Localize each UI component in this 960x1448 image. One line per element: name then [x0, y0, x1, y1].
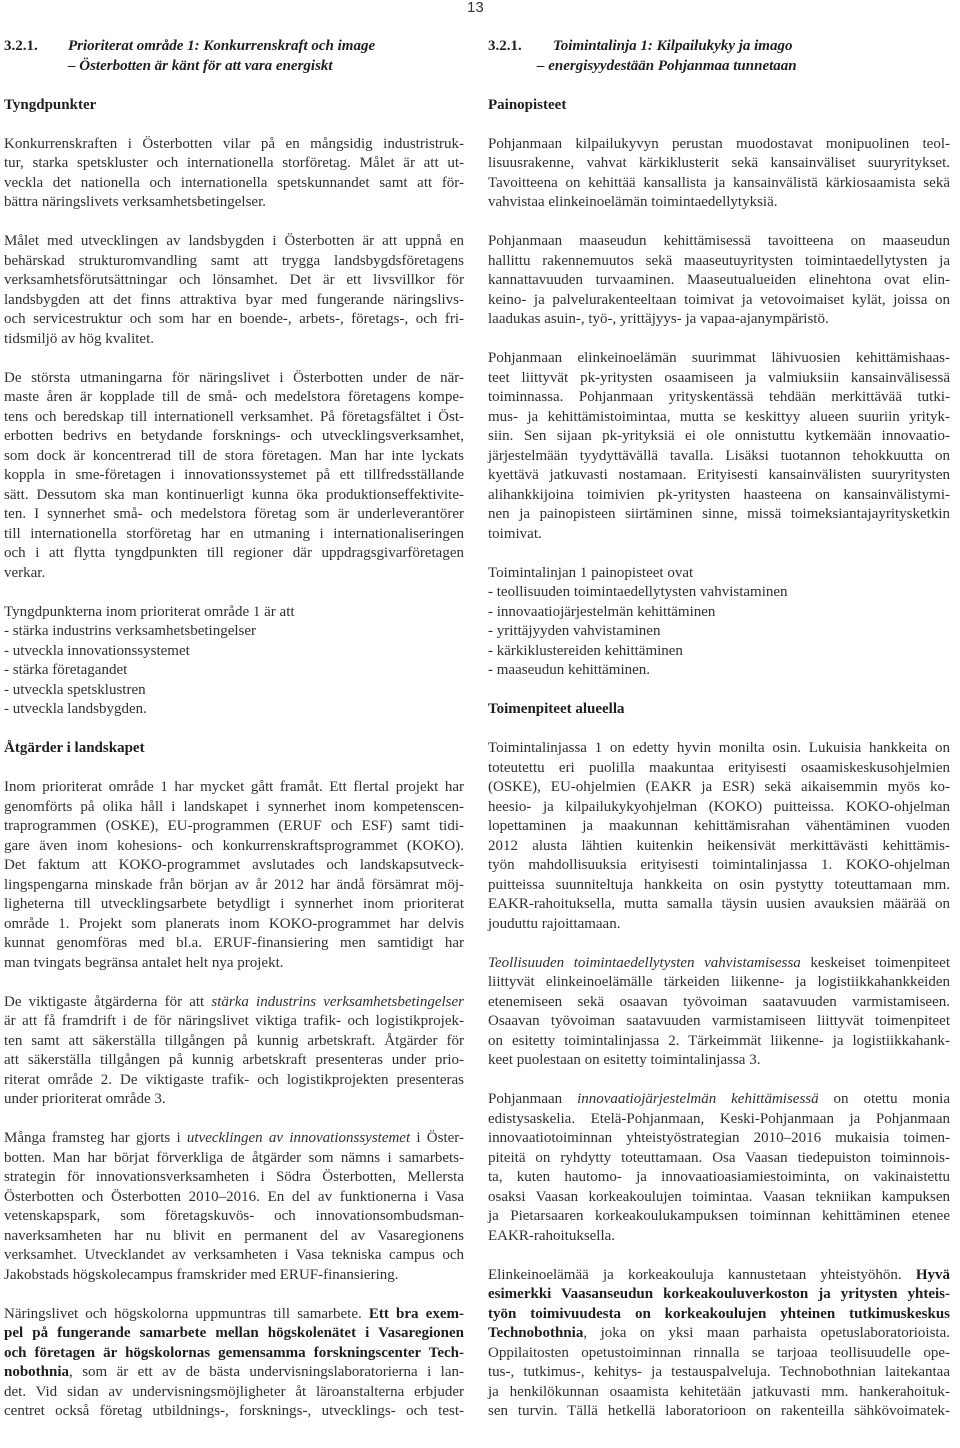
section-number: 3.2.1.	[4, 38, 38, 54]
text-line: jouduttu rajoittamaan.	[488, 915, 621, 932]
text-line: vahvistaa elinkeinoelämän toimintaedellytyksiä.	[488, 194, 778, 210]
text-line: toiminnassa. Pohjanmaan yrityskentässä tehdään merkittävää tutki-	[488, 389, 950, 405]
text-line: työn mahdollisuuksia erityisesti toimintalinjassa 1. KOKO-ohjelman	[488, 857, 950, 873]
text-line: - utveckla innovationssystemet	[4, 642, 190, 659]
section-title: Prioriterat område 1: Konkurrenskraft och image	[68, 38, 376, 54]
section-heading-line	[488, 37, 950, 57]
text-line: veckla det nationella och internationella spetskunnandet samt att för-	[4, 174, 464, 191]
page-number: 13	[467, 0, 484, 16]
left-body	[4, 96, 464, 1422]
text-line: alihankkijoina toimivien pk-yritysten haasteena on kansainvälistymi-	[488, 486, 950, 503]
text-line: - teollisuuden toimintaedellytysten vahvistaminen	[488, 584, 788, 600]
text-line: landsbygden att det finns attraktiva byar med fungerande näringslivs-	[4, 291, 464, 308]
text-run: , joka on yksi maan parhaista opetuslaboratorioista.	[583, 1325, 950, 1341]
text-run: Elinkeinoelämää ja korkeakouluja kannustetaan yhteistyöhön.	[488, 1266, 916, 1283]
section-subheading: Toimenpiteet alueella	[488, 701, 625, 717]
text-line: Toimintalinjassa 1 on edetty hyvin monilta osin. Lukuisia hankkeita on	[488, 740, 950, 756]
text-line: sätt. Dessutom ska man kontinuerligt kunna öka produktionseffektivite-	[4, 486, 464, 503]
text-line: - stärka industrins verksamhetsbetingelser	[4, 623, 257, 639]
italic-text: stärka industrins verksamhetsbetingelser	[211, 993, 464, 1010]
text-line	[4, 1324, 464, 1344]
text-line	[488, 1305, 950, 1325]
text-line: sen turvin. Tällä hetkellä laboratorioon on rakenteilla sähkövoimatek-	[488, 1403, 950, 1419]
text-line: puitteissa suunniteltuja hankkeita on osin pystytty toteuttamaan mm.	[488, 876, 950, 893]
text-line: on esitetty toimintalinjassa 2. Tärkeimmät liikenne- ja logistiikkahank-	[488, 1032, 950, 1049]
text-line: tens och beredskap till internationell verksamhet. På företagsfältet i Öst-	[4, 408, 464, 425]
text-line: - utveckla landsbygden.	[4, 701, 147, 717]
text-run: , som är ett av de bästa undervisningslaboratorierna i lan-	[69, 1364, 464, 1380]
text-line	[488, 1266, 950, 1286]
bullet-list	[488, 564, 950, 681]
text-line: järjestelmään tyydyttävällä tavalla. Lisäksi tuotannon tehokkuutta on	[488, 447, 950, 464]
text-line: EAKR-rahoituksella.	[488, 1227, 616, 1244]
italic-text: Teollisuuden toimintaedellytysten vahvistamisessa	[488, 954, 801, 971]
paragraph	[4, 232, 464, 349]
text-line	[488, 1090, 950, 1110]
text-line	[4, 993, 464, 1013]
text-line	[4, 1363, 464, 1383]
right-body	[488, 96, 950, 1422]
text-line: keet puolestaan on esitetty toimintalinjassa 3.	[488, 1052, 761, 1068]
text-line: gare även inom kohesions- och konkurrenskraftsprogrammet (KOKO).	[4, 837, 464, 854]
section-subheading: Painopisteet	[488, 96, 567, 113]
paragraph	[4, 1305, 464, 1422]
text-line: - utveckla spetsklustren	[4, 681, 146, 698]
text-line: Inom prioriterat område 1 har mycket gått framåt. Ett flertal projekt har	[4, 779, 464, 795]
bold-text: Hyvä	[915, 1266, 950, 1283]
text-line: naverksamheten har nu blivit en permanent del av Vasaregionens	[4, 1227, 464, 1244]
text-line: till internationella storföretag har en utmaning i internationaliseringen	[4, 525, 464, 542]
text-line: 2012 alusta lähtien kuitenkin heikensivät merkittävästi kehittämis-	[488, 837, 950, 854]
text-run: keskeiset toimenpiteet	[800, 954, 950, 971]
section-subtitle: – energisyydestään Pohjanmaa tunnetaan	[537, 57, 797, 74]
text-line: osaksi Vaasan korkeakoulujen toimintaa. Vaasan tekniikan kampuksen	[488, 1188, 950, 1205]
italic-text: utvecklingen av innovationssystemet	[186, 1130, 411, 1146]
text-line: hallittu rakennemuutos sekä maaseutuyritysten toimintaedellytysten ja	[488, 252, 950, 269]
text-line	[4, 1305, 464, 1325]
text-line: man tvingats begränsa antalet helt nya projekt.	[4, 954, 284, 971]
paragraph	[4, 993, 464, 1110]
italic-text: innovaatiojärjestelmän kehittämisessä	[577, 1091, 819, 1107]
text-line: laadukas asuin-, työ-, yrittäjyys- ja vapaa-ajanympäristö.	[488, 311, 829, 327]
text-line: botten. Man har börjat förverkliga de åtgärder som nämns i samarbets-	[4, 1149, 464, 1166]
bold-text: Technobothnia	[488, 1325, 584, 1341]
text-line: område 1. Projekt som planerats inom KOKO-programmet har delvis	[4, 915, 464, 932]
text-line: genomförts på olika håll i landskapet i synnerhet inom kompetenscen-	[4, 798, 464, 815]
paragraph	[4, 135, 464, 213]
text-line: det. Vid sidan av undervisningsmöjligheter åt läroanstalterna erbjuder	[4, 1383, 464, 1400]
paragraph	[488, 232, 950, 330]
text-line: liittyvät elinkeinoelämälle tärkeiden liikenne- ja logistiikkahankkeiden	[488, 974, 950, 990]
text-line: erbotten bedrivs en betydande forsknings- och utvecklingsverksamhet,	[4, 428, 464, 444]
text-line: traprogrammen (OSKE), EU-programmen (ERUF och ESF) samt tidi-	[4, 818, 464, 834]
text-line: ja henkilökunnan osaamista kehitetään jatkuvasti mm. hankerahoituk-	[488, 1383, 950, 1400]
text-line: kunnat genomföras med bl.a. ERUF-finansiering men samtidigt har	[4, 935, 464, 951]
section-heading	[4, 37, 464, 76]
left-column	[4, 37, 464, 1422]
text-run: on otettu monia	[818, 1091, 951, 1107]
bold-text: työn toimivuudesta on korkeakoulujen yhteinen tutkimuskeskus	[488, 1305, 950, 1322]
text-line: verksamhet. Utvecklandet av verksamheten i Vasa tekniska campus och	[4, 1247, 464, 1263]
text-line: riterat område 2. De viktigaste trafik- och logistikprojekten presenteras	[4, 1071, 464, 1088]
text-line: Pohjanmaan kilpailukyvyn perustan muodostavat monipuolinen teol-	[488, 135, 950, 152]
bullet-list	[4, 603, 464, 720]
text-line: verksamhetsförutsättningar och lönsamhet. Det är ett livsvillkor för	[4, 272, 464, 288]
text-line: keino- ja palvelurakenteeltaan toimivat ja vetovoimaiset kylät, joissa on	[488, 291, 950, 308]
text-run: Näringslivet och högskolorna uppmuntras till samarbete.	[4, 1305, 369, 1322]
paragraph	[488, 135, 950, 213]
text-line: kyettävä jatkuvasti nostamaan. Erityisesti kansainvälisten suuryritysten	[488, 467, 950, 483]
text-line: - innovaatiojärjestelmän kehittäminen	[488, 603, 716, 620]
text-line: lopettaminen ja maakunnan kehittämisrahan vähentäminen vuoden	[488, 818, 950, 834]
text-line	[488, 954, 950, 974]
text-line: bättra näringslivets verksamhetsbetingelser.	[4, 194, 267, 210]
section-subheading: Tyngdpunkter	[4, 96, 97, 113]
text-line: siin. Sen sijaan pk-yrityksiä ei ole onnistuttu kytkemään innovaatio-	[488, 428, 950, 444]
text-line: kannattavuuden turvaaminen. Maaseutualueiden elinehtona ovat elin-	[488, 272, 950, 288]
bold-text: esimerkki Vaasanseudun korkeakouluverkoston ja yritysten yhteis-	[488, 1286, 950, 1302]
text-run: Pohjanmaan	[488, 1091, 578, 1107]
section-title: Toimintalinja 1: Kilpailukyky ja imago	[553, 38, 793, 54]
section-subtitle: – Österbotten är känt för att vara energiskt	[68, 57, 333, 74]
text-run: De viktigaste åtgärderna för att	[4, 993, 212, 1010]
text-line: ten. I synnerhet små- och medelstora företag som är underleverantörer	[4, 506, 464, 522]
text-line: Konkurrenskraften i Österbotten vilar på en mångsidig industristruk-	[4, 135, 464, 152]
text-line: maste åren är kopplade till de små- och medelstora företagens kompe-	[4, 389, 464, 405]
text-line: ligheterna till utvecklingsarbete betydligt i synnerhet inom prioriterat	[4, 896, 464, 912]
text-line: piteitä on ryhdytty toteuttamaan. Osa Vaasan tiedepuiston toiminnois-	[488, 1149, 950, 1166]
text-line: heesio- ja kilpailukykyohjelman (KOKO) puitteissa. KOKO-ohjelman	[488, 798, 950, 815]
text-line: edistysaskelia. Etelä-Pohjanmaan, Keski-Pohjanmaan ja Pohjanmaan	[488, 1110, 950, 1127]
bold-text: pel på fungerande samarbete mellan högskolenätet i Vasaregionen	[4, 1325, 464, 1341]
text-line: är att få framdrift i de för näringslivet viktiga trafik- och logistikprojek-	[4, 1013, 464, 1029]
bold-text: Ett bra exem-	[368, 1305, 464, 1322]
text-line: verkar.	[4, 564, 46, 581]
text-line: Toimintalinjan 1 painopisteet ovat	[488, 564, 694, 581]
text-line: tidsmiljö av hög kvalitet.	[4, 330, 154, 347]
paragraph	[488, 1090, 950, 1246]
text-line: att säkerställa tillgången på kunnig arbetskraft presenteras under prio-	[4, 1052, 464, 1068]
paragraph	[4, 1129, 464, 1285]
text-line: Tyngdpunkterna inom prioriterat område 1 är att	[4, 603, 295, 620]
right-column	[488, 37, 950, 1422]
text-line: De största utmaningarna för näringslivet i Österbotten under de när-	[4, 369, 464, 386]
section-heading	[488, 37, 950, 76]
text-line: toimivat.	[488, 525, 542, 542]
paragraph	[488, 739, 950, 934]
text-line: Tavoitteena on kehittää kansallista ja kansainvälistä kärkiosaamista sekä	[488, 174, 950, 191]
text-line: lingspengarna minskade från början av år 2012 har ändå försämrat möj-	[4, 876, 464, 893]
text-line: etenemiseen sekä osaavan työvoiman saatavuuden varmistamiseen.	[488, 993, 950, 1010]
text-line: centret också företag utbildnings-, forsknings-, utvecklings- och test-	[4, 1403, 464, 1419]
text-line: och i att flytta tyngdpunkten till regioner där uppdragsgivarföretagen	[4, 545, 464, 561]
text-line: nen ja painopisteen siirtäminen sinne, missä toimeksiantajayritysketkin	[488, 506, 950, 522]
paragraph	[488, 1266, 950, 1422]
text-line: ten samt att säkerställa tillgången på kunnig arbetskraft. Åtgärder för	[4, 1032, 464, 1049]
text-line: Pohjanmaan elinkeinoelämän suurimmat lähivuosien kehittämishaas-	[488, 350, 950, 366]
text-line	[4, 1344, 464, 1364]
bold-text: och företagen är högskolornas gemensamma forskningscenter Tech-	[4, 1344, 464, 1361]
text-line: och servicestruktur och som har en boende-, arbets-, företags-, och fri-	[4, 311, 464, 327]
text-line: - maaseudun kehittäminen.	[488, 662, 651, 678]
text-line: Jakobstads högskolecampus framskrider med ERUF-finansiering.	[4, 1266, 399, 1283]
section-number: 3.2.1.	[488, 38, 522, 54]
paragraph	[4, 778, 464, 973]
text-line: Österbotten och Österbotten 2010–2016. En del av funktionerna i Vasa	[4, 1188, 464, 1205]
text-line: - stärka företagandet	[4, 662, 128, 678]
section-subheading: Åtgärder i landskapet	[4, 740, 145, 756]
text-line: ja Pietarsaaren korkeakoulukampuksen toiminnan kehittäminen etenee	[488, 1208, 950, 1224]
text-line: EAKR-rahoituksella, mutta samalla täysin uusien avauksien määrää on	[488, 896, 950, 912]
text-line: Pohjanmaan maaseudun kehittämisessä tavoitteena on maaseudun	[488, 233, 950, 249]
text-line: vetenskapspark, som företagskuvös- och innovationsombudsman-	[4, 1208, 464, 1224]
bold-text: nobothnia	[4, 1364, 70, 1380]
paragraph	[4, 369, 464, 584]
text-run: Många framsteg har gjorts i	[4, 1130, 187, 1146]
text-line: ta, kuten hautomo- ja innovaatioasiamiestoiminta, on vakinaistettu	[488, 1169, 950, 1185]
text-line: lisuusrakenne, vahvat kärkiklusterit sekä kansainväliset suuryritykset.	[488, 155, 950, 171]
text-line: strategin för innovationsverksamheten i Södra Österbotten, Mellersta	[4, 1169, 464, 1185]
text-line: teet liittyvät pk-yritysten osaamiseen ja valmiuksiin kansainvälisessä	[488, 369, 950, 386]
text-line: tus-, tutkimus-, kehitys- ja testauspalveluja. Technobothnian laitekantaa	[488, 1364, 950, 1380]
text-line	[488, 1324, 950, 1344]
paragraph	[488, 349, 950, 544]
text-line: under prioriterat område 3.	[4, 1091, 166, 1107]
text-line: Oppilaitosten opetustoiminnan rinnalla se tarjoaa teollisuudelle ope-	[488, 1344, 950, 1361]
text-run: i Öster-	[410, 1130, 464, 1146]
section-heading-line	[4, 37, 464, 57]
text-line: innovaatiotoiminnan yhteistyöstrategian 2010–2016 mukaisia toimen-	[488, 1130, 950, 1146]
text-line: (OSKE), EU-ohjelmien (EAKR ja ESR) sekä aikaisemmin myös ko-	[488, 779, 950, 795]
text-line: som dock är koncentrerad till de stora företagen. Man har inte lyckats	[4, 447, 464, 464]
text-line: Osaavan työvoiman saatavuuden varmistamiseen liittyvät toimenpiteet	[488, 1013, 950, 1029]
text-line: koppla in sme-företagen i innovationssystemet på ett tillfredsställande	[4, 467, 464, 483]
paragraph	[488, 954, 950, 1071]
text-line: Målet med utvecklingen av landsbygden i Österbotten är att uppnå en	[4, 233, 464, 249]
text-line: - kärkiklustereiden kehittäminen	[488, 642, 683, 659]
text-line	[488, 1285, 950, 1305]
text-line: tur, starka spetskluster och internationella storföretag. Målet är att ut-	[4, 155, 464, 171]
text-line	[4, 1129, 464, 1149]
text-line: - yrittäjyyden vahvistaminen	[488, 623, 661, 639]
text-line: toteutettu eri puolilla maakuntaa erityisesti osaamiskeskusohjelmien	[488, 759, 950, 776]
text-line: behärskad strukturomvandling samt att trygga landsbygdsföretagens	[4, 252, 464, 269]
text-line: Det faktum att KOKO-programmet avslutades och landskapsutveck-	[4, 857, 464, 873]
text-line: mus- ja kehittämistoimintaa, mutta se keskittyy alueen suuriin yrityk-	[488, 408, 950, 425]
